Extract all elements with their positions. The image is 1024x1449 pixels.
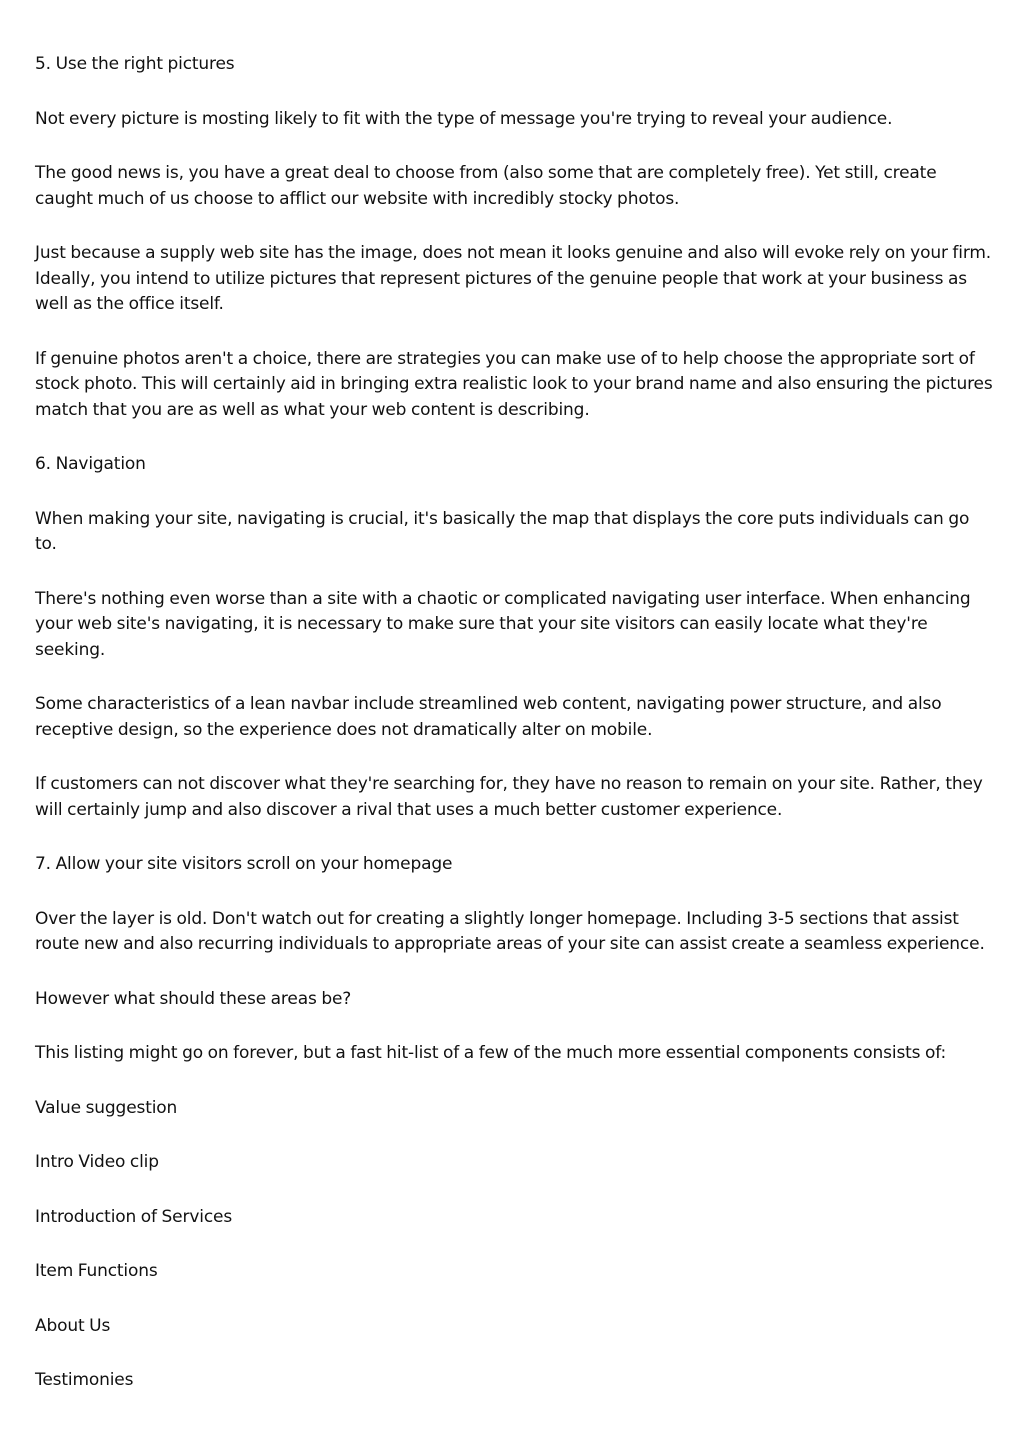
list-item: Testimonies xyxy=(35,1370,134,1390)
document-page xyxy=(35,52,995,1423)
paragraph: The good news is, you have a great deal to choose from (also some that are completely free). Yet still, create caught much of us choose to afflict our website with incredibly stocky photos. xyxy=(35,163,937,209)
section-heading-navigation: 6. Navigation xyxy=(35,454,146,474)
paragraph: Over the layer is old. Don't watch out for creating a slightly longer homepage. Including 3-5 sections that assist route new and also recurring individuals to appropriate areas of your site can assist create a seamless experience. xyxy=(35,908,985,954)
list-item: Introduction of Services xyxy=(35,1206,233,1227)
section-heading-scroll-homepage: 7. Allow your site visitors scroll on your homepage xyxy=(35,854,453,874)
section-heading-right-pictures: 5. Use the right pictures xyxy=(35,54,235,74)
list-item: Intro Video clip xyxy=(35,1152,159,1172)
paragraph: Just because a supply web site has the image, does not mean it looks genuine and also will evoke rely on your firm. Ideally, you intend to utilize pictures that represent pictures of the genuine people that work at your business as well as the office itself. xyxy=(35,243,992,314)
paragraph: If genuine photos aren't a choice, there are strategies you can make use of to help choose the appropriate sort of stock photo. This will certainly aid in bringing extra realistic look to your brand name and also ensuring the pictures match that you are as well as what your web content is describing. xyxy=(35,348,993,420)
paragraph: Some characteristics of a lean navbar include streamlined web content, navigating power structure, and also receptive design, so the experience does not dramatically alter on mobile. xyxy=(35,694,942,740)
paragraph: There's nothing even worse than a site with a chaotic or complicated navigating user interface. When enhancing your web site's navigating, it is necessary to make sure that your site visitors can easily locate what they're seeking. xyxy=(35,588,971,660)
paragraph: If customers can not discover what they're searching for, they have no reason to remain on your site. Rather, they will certainly jump and also discover a rival that uses a much better customer experience. xyxy=(35,774,983,820)
list-item: Value suggestion xyxy=(35,1097,178,1118)
list-item: About Us xyxy=(35,1315,111,1336)
paragraph: However what should these areas be? xyxy=(35,988,352,1009)
paragraph: Not every picture is mosting likely to fit with the type of message you're trying to reveal your audience. xyxy=(35,108,893,129)
paragraph: This listing might go on forever, but a fast hit-list of a few of the much more essential components consists of: xyxy=(35,1043,947,1063)
paragraph: When making your site, navigating is crucial, it's basically the map that displays the core puts individuals can go to. xyxy=(35,508,970,554)
list-item: Item Functions xyxy=(35,1261,158,1281)
